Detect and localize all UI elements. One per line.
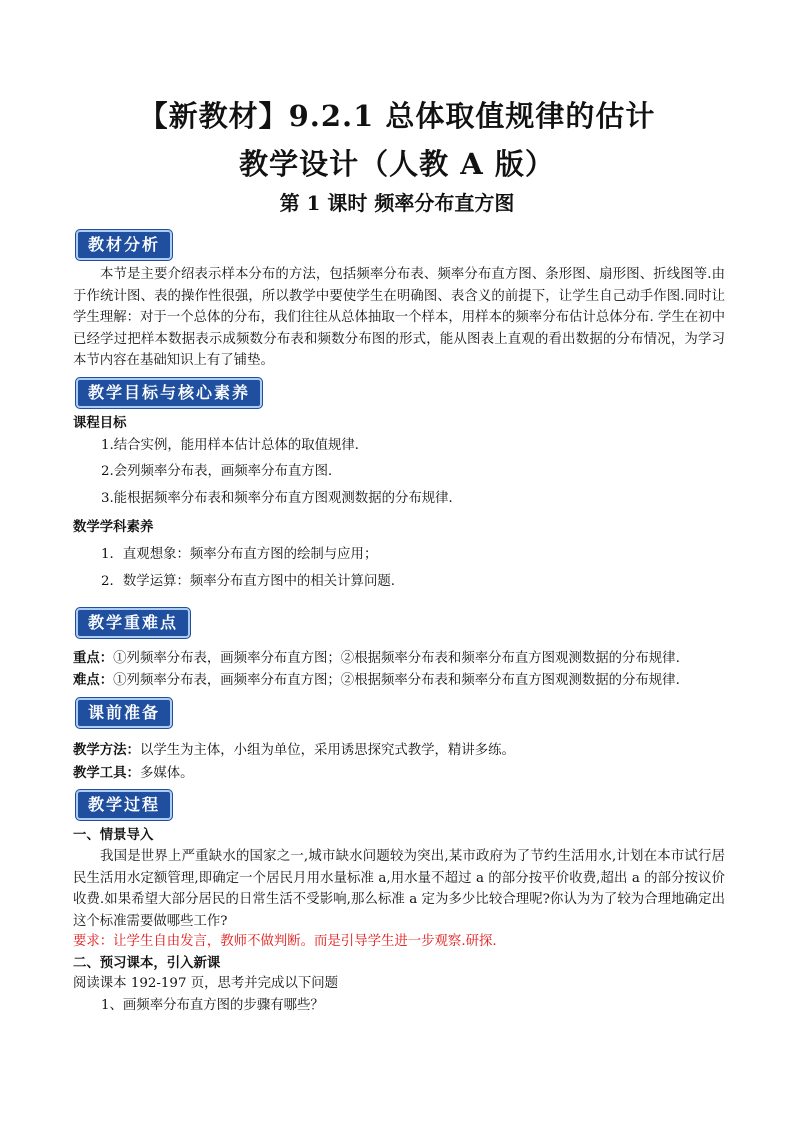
section-badge-process: 教学过程 <box>76 790 172 820</box>
difficulty-text: ①列频率分布表，画频率分布直方图；②根据频率分布表和频率分布直方图观测数据的分布规律. <box>113 673 680 688</box>
preview-heading: 二、预习课本，引入新课 <box>73 955 221 971</box>
course-goals-heading: 课程目标 <box>73 415 127 431</box>
document-subtitle: 第 1 课时 频率分布直方图 <box>279 191 515 215</box>
teaching-method-label: 教学方法： <box>73 742 140 758</box>
teaching-tools-label: 教学工具： <box>73 765 140 781</box>
teaching-tools-text: 多媒体。 <box>139 766 194 781</box>
document-title-line2: 教学设计（人教 A 版） <box>239 147 555 181</box>
section-badge-key-points: 教学重难点 <box>76 608 190 638</box>
literacy-item: 1．直观想象：频率分布直方图的绘制与应用； <box>101 547 378 562</box>
teaching-tools-line <box>73 763 194 784</box>
document-title: 【新教材】9.2.1 总体取值规律的估计 <box>138 99 656 133</box>
focus-label: 重点： <box>73 650 114 666</box>
teaching-method-line <box>73 740 515 761</box>
course-goal-item: 3.能根据频率分布表和频率分布直方图观测数据的分布规律． <box>101 491 462 506</box>
course-goal-item: 2.会列频率分布表，画频率分布直方图． <box>101 464 342 479</box>
situation-intro-paragraph: 我国是世界上严重缺水的国家之一,城市缺水问题较为突出,某市政府为了节约生活用水,计划在本市试行居民生活用水定额管理,即确定一个居民月用水量标准 a,用水量不超过 a 的部分按平价收费,超出 a 的部分按议价收费.如果希望大部分居民的日常生活不受影响,那么标准 a 定为多少比较合理呢?你认为为了较为合理地确定出这个标准需要做哪些工作? <box>73 849 725 929</box>
question-item: 1、画频率分布直方图的步骤有哪些？ <box>101 998 324 1013</box>
preview-instruction: 阅读课本 192-197 页，思考并完成以下问题 <box>73 976 339 991</box>
section-badge-goals: 教学目标与核心素养 <box>76 378 262 408</box>
focus-line <box>73 648 680 669</box>
situation-intro-heading: 一、情景导入 <box>73 827 154 843</box>
section-badge-analysis: 教材分析 <box>76 230 172 260</box>
focus-text: ①列频率分布表，画频率分布直方图；②根据频率分布表和频率分布直方图观测数据的分布规律. <box>113 651 680 666</box>
course-goal-item: 1.结合实例，能用样本估计总体的取值规律． <box>101 438 369 453</box>
difficulty-label: 难点： <box>73 672 114 688</box>
difficulty-line <box>73 670 680 691</box>
requirement-note: 要求：让学生自由发言，教师不做判断。而是引导学生进一步观察.研探. <box>73 934 497 949</box>
literacy-item: 2．数学运算：频率分布直方图中的相关计算问题. <box>101 574 395 589</box>
teaching-method-text: 以学生为主体，小组为单位，采用诱思探究式教学，精讲多练。 <box>139 743 515 758</box>
literacy-heading: 数学学科素养 <box>73 519 154 535</box>
section-badge-preparation: 课前准备 <box>76 698 172 728</box>
analysis-paragraph: 本节是主要介绍表示样本分布的方法，包括频率分布表、频率分布直方图、条形图、扇形图、折线图等.由于作统计图、表的操作性很强，所以教学中要使学生在明确图、表含义的前提下，让学生自己动手作图.同时让学生理解：对于一个总体的分布，我们往往从总体抽取一个样本，用样本的频率分布估计总体分布. 学生在初中已经学过把样本数据表示成频数分布表和频数分布图的形式，能从图表上直观的看出数据的分布情况，为学习本节内容在基础知识上有了铺垫。 <box>73 267 725 368</box>
